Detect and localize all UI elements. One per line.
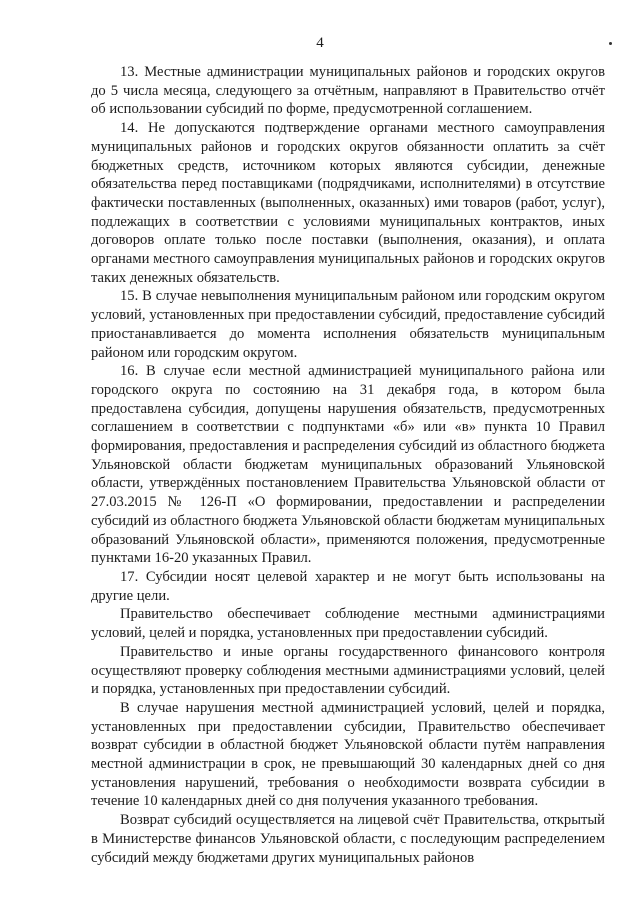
- paragraph-16: 16. В случае если местной администрацией муниципального района или городского округа по состоянию на 31 декабря года, в котором была предоставлена субсидия, допущены нарушения обязательств, предусмотренных соглашением в соответствии с подпунктами «б» или «в» пункта 10 Правил формирования, предоставления и распределения субсидий из областного бюджета Ульяновской области бюджетам муниципальных образований Ульяновской области, утверждённых постановлением Правительства Ульяновской области от 27.03.2015 № 126-П «О формировании, предоставлении и распределении субсидий из областного бюджета Ульяновской области бюджетам муниципальных образований Ульяновской области», применяются положения, предусмотренные пунктами 16-20 указанных Правил.: [91, 363, 605, 567]
- document-body: [91, 63, 605, 867]
- paragraph-refund: Возврат субсидий осуществляется на лицевой счёт Правительства, открытый в Министерстве финансов Ульяновской области, с последующим распределением субсидий между бюджетами других муниципальных районов: [91, 812, 605, 866]
- paragraph-violation: В случае нарушения местной администрацией условий, целей и порядка, установленных при предоставлении субсидии, Правительство обеспечивает возврат субсидии в областной бюджет Ульяновской области путём направления местной администрации в срок, не превышающий 30 календарных дней со дня установления нарушений, требования о необходимости возврата субсидии в течение 10 календарных дней со дня получения указанного требования.: [91, 699, 605, 810]
- paragraph-17: 17. Субсидии носят целевой характер и не могут быть использованы на другие цели.: [91, 568, 605, 604]
- page-number: 4: [316, 35, 324, 51]
- paragraph-15: 15. В случае невыполнения муниципальным районом или городским округом условий, установленных при предоставлении субсидий, предоставление субсидий приостанавливается до момента исполнения обязательств муниципальным районом или городским округом.: [91, 288, 605, 361]
- paragraph-14: 14. Не допускаются подтверждение органами местного самоуправления муниципальных районов и городских округов обязанности оплатить за счёт бюджетных средств, источником которых являются субсидии, денежные обязательства перед поставщиками (подрядчиками, исполнителями) в отсутствие фактически поставленных (выполненных, оказанных) ими товаров (работ, услуг), подлежащих в соответствии с условиями муниципальных контрактов, иных договоров оплате только после поставки (выполнения, оказания), и оплата органами местного самоуправления муниципальных районов и городских округов таких денежных обязательств.: [91, 120, 605, 286]
- paragraph-compliance: Правительство обеспечивает соблюдение местными администрациями условий, целей и порядка, установленных при предоставлении субсидий.: [91, 606, 605, 642]
- paragraph-13: 13. Местные администрации муниципальных районов и городских округов до 5 числа месяца, следующего за отчётным, направляют в Правительство отчёт об использовании субсидий по форме, предусмотренной соглашением.: [91, 64, 605, 118]
- scan-speck: [609, 42, 612, 45]
- paragraph-control: Правительство и иные органы государственного финансового контроля осуществляют проверку соблюдения местными администрациями условий, целей и порядка, установленных при предоставлении субсидий.: [91, 643, 605, 698]
